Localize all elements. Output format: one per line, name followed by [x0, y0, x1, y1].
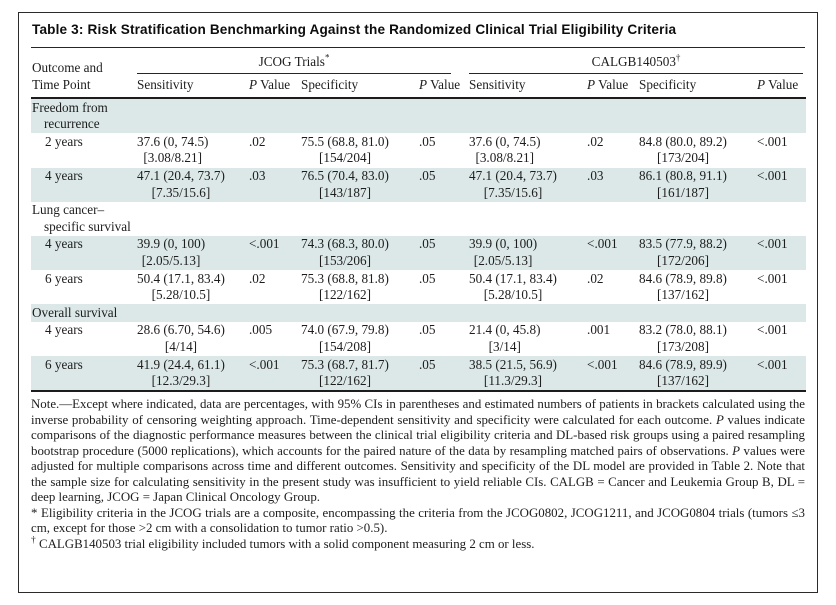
- section-label: Lung cancer– specific survival: [32, 202, 131, 234]
- p-value-cell: .001: [587, 322, 611, 338]
- table-note: Note.—Except where indicated, data are percentages, with 95% CIs in parentheses and estimated numbers of patients in brackets calculated using the inverse probability of censoring weighting approach. Time-dependent sensitivity and specificity were calculated for each outcome. P values indicate comparisons of the diagnostic performance measures between the clinical trial eligibility criteria and DL-based risk groups using a paired resampling bootstrap procedure (5000 replications), which accounts for the paired nature of the data by resampling matched pairs of observations. P values were adjusted for multiple comparisons across time and different outcomes. Sensitivity and specificity of the DL model are provided in Table 2. Note that the sample size for calculating sensitivity in the present study was insufficient to yield reliable CIs. CALGB = Cancer and Leukemia Group B, DL = deep learning, JCOG = Japan Clinical Oncology Group.: [31, 397, 805, 505]
- estimate-cell: 37.6 (0, 74.5) [3.08/8.21]: [469, 133, 541, 166]
- estimate-cell: 86.1 (80.8, 91.1) [161/187]: [639, 168, 757, 202]
- p-value-cell: .02: [249, 270, 266, 286]
- time-point-cell: 2 years: [45, 133, 83, 149]
- col-header-outcome: [31, 48, 137, 98]
- col-header-specificity-calgb: Specificity: [639, 74, 757, 99]
- time-point-cell: 6 years: [45, 270, 83, 286]
- estimate-cell: 47.1 (20.4, 73.7) [7.35/15.6]: [469, 168, 587, 202]
- p-value-cell: <.001: [757, 236, 806, 270]
- table-body: [31, 98, 806, 391]
- p-value-cell: <.001: [757, 168, 806, 202]
- estimate-cell: 75.3 (68.7, 81.7) [122/162]: [301, 356, 419, 391]
- col-header-pvalue-2: P Value: [419, 74, 469, 99]
- col-header-sensitivity-jcog: Sensitivity: [137, 74, 249, 99]
- calgb-dagger-marker: †: [675, 52, 681, 63]
- p-value-cell: .05: [419, 322, 436, 338]
- estimate-cell: 50.4 (17.1, 83.4) [5.28/10.5]: [469, 270, 557, 303]
- col-header-pvalue-1: P Value: [249, 74, 301, 99]
- estimate-cell: 39.9 (0, 100) [2.05/5.13]: [469, 236, 587, 270]
- p-value-cell: .05: [419, 356, 469, 391]
- p-value-cell: .02: [587, 270, 604, 286]
- table-row: [31, 322, 806, 356]
- col-header-sensitivity-calgb: Sensitivity: [469, 74, 587, 99]
- section-label: Freedom from recurrence: [31, 98, 806, 133]
- group-header-calgb: CALGB140503†: [469, 48, 806, 74]
- estimate-cell: 37.6 (0, 74.5) [3.08/8.21]: [137, 133, 209, 166]
- p-value-cell: .05: [419, 270, 436, 286]
- estimate-cell: 41.9 (24.4, 61.1) [12.3/29.3]: [137, 356, 249, 391]
- time-point-cell: 6 years: [31, 356, 137, 391]
- p-value-cell: .02: [249, 133, 266, 149]
- estimate-cell: 50.4 (17.1, 83.4) [5.28/10.5]: [137, 270, 225, 303]
- estimate-cell: 21.4 (0, 45.8) [3/14]: [469, 322, 541, 354]
- p-value-cell: .05: [419, 168, 469, 202]
- p-value-cell: .02: [587, 133, 604, 149]
- table-row: [31, 133, 806, 167]
- p-value-cell: .005: [249, 322, 273, 338]
- estimate-cell: 84.8 (80.0, 89.2) [173/204]: [639, 133, 727, 166]
- estimate-cell: 74.3 (68.3, 80.0) [153/206]: [301, 236, 419, 270]
- col-header-specificity-jcog: Specificity: [301, 74, 419, 99]
- section-header-row: [31, 304, 806, 322]
- estimate-cell: 84.6 (78.9, 89.9) [137/162]: [639, 356, 757, 391]
- time-point-cell: 4 years: [31, 236, 137, 270]
- group-header-jcog: JCOG Trials*: [137, 48, 469, 74]
- table3-container: [18, 12, 818, 593]
- table-row: [31, 168, 806, 202]
- estimate-cell: 83.5 (77.9, 88.2) [172/206]: [639, 236, 757, 270]
- p-value-cell: .03: [249, 168, 301, 202]
- p-value-cell: <.001: [757, 322, 788, 338]
- p-value-cell: .03: [587, 168, 639, 202]
- estimate-cell: 38.5 (21.5, 56.9) [11.3/29.3]: [469, 356, 587, 391]
- time-point-cell: 4 years: [31, 168, 137, 202]
- p-value-cell: <.001: [757, 356, 806, 391]
- table-row: [31, 356, 806, 391]
- footnote: † CALGB140503 trial eligibility included tumors with a solid component measuring 2 cm or less.: [31, 535, 535, 551]
- estimate-cell: 47.1 (20.4, 73.7) [7.35/15.6]: [137, 168, 249, 202]
- outcome-header-line2: Time Point: [32, 76, 91, 92]
- jcog-asterisk-marker: *: [324, 52, 330, 63]
- estimate-cell: 28.6 (6.70, 54.6) [4/14]: [137, 322, 225, 354]
- p-value-cell: <.001: [757, 133, 788, 149]
- risk-stratification-table: [31, 48, 806, 392]
- section-header-row: [31, 202, 806, 236]
- section-label: Overall survival: [31, 304, 806, 322]
- table-row: [31, 236, 806, 270]
- p-value-cell: <.001: [249, 356, 301, 391]
- col-header-pvalue-4: P Value: [757, 74, 806, 99]
- estimate-cell: 84.6 (78.9, 89.8) [137/162]: [639, 270, 727, 303]
- table-title: Table 3: Risk Stratification Benchmarking Against the Randomized Clinical Trial Eligibility Criteria: [32, 22, 677, 37]
- p-value-cell: <.001: [249, 236, 301, 270]
- p-value-cell: <.001: [757, 270, 788, 286]
- table-footnotes: [31, 506, 805, 553]
- p-value-cell: .05: [419, 236, 469, 270]
- time-point-cell: 4 years: [45, 322, 83, 338]
- group-header-row: [31, 48, 806, 74]
- col-header-pvalue-3: P Value: [587, 74, 639, 99]
- footnote: * Eligibility criteria in the JCOG trials are a composite, encompassing the criteria from the JCOG0802, JCOG1211, and JCOG0804 trials (tumors ≤3 cm, except for those >2 cm with a consolidation to tumor ratio >0.5).: [31, 505, 805, 536]
- column-header-row: [31, 74, 806, 99]
- estimate-cell: 83.2 (78.0, 88.1) [173/208]: [639, 322, 727, 354]
- estimate-cell: 74.0 (67.9, 79.8) [154/208]: [301, 322, 389, 354]
- table-row: [31, 270, 806, 304]
- estimate-cell: 75.3 (68.8, 81.8) [122/162]: [301, 270, 389, 303]
- p-value-cell: <.001: [587, 356, 639, 391]
- section-header-row: [31, 98, 806, 133]
- outcome-header-line1: Outcome and: [32, 60, 103, 75]
- estimate-cell: 75.5 (68.8, 81.0) [154/204]: [301, 133, 389, 166]
- p-value-cell: .05: [419, 133, 436, 149]
- estimate-cell: 76.5 (70.4, 83.0) [143/187]: [301, 168, 419, 202]
- estimate-cell: 39.9 (0, 100) [2.05/5.13]: [137, 236, 249, 270]
- p-value-cell: <.001: [587, 236, 639, 270]
